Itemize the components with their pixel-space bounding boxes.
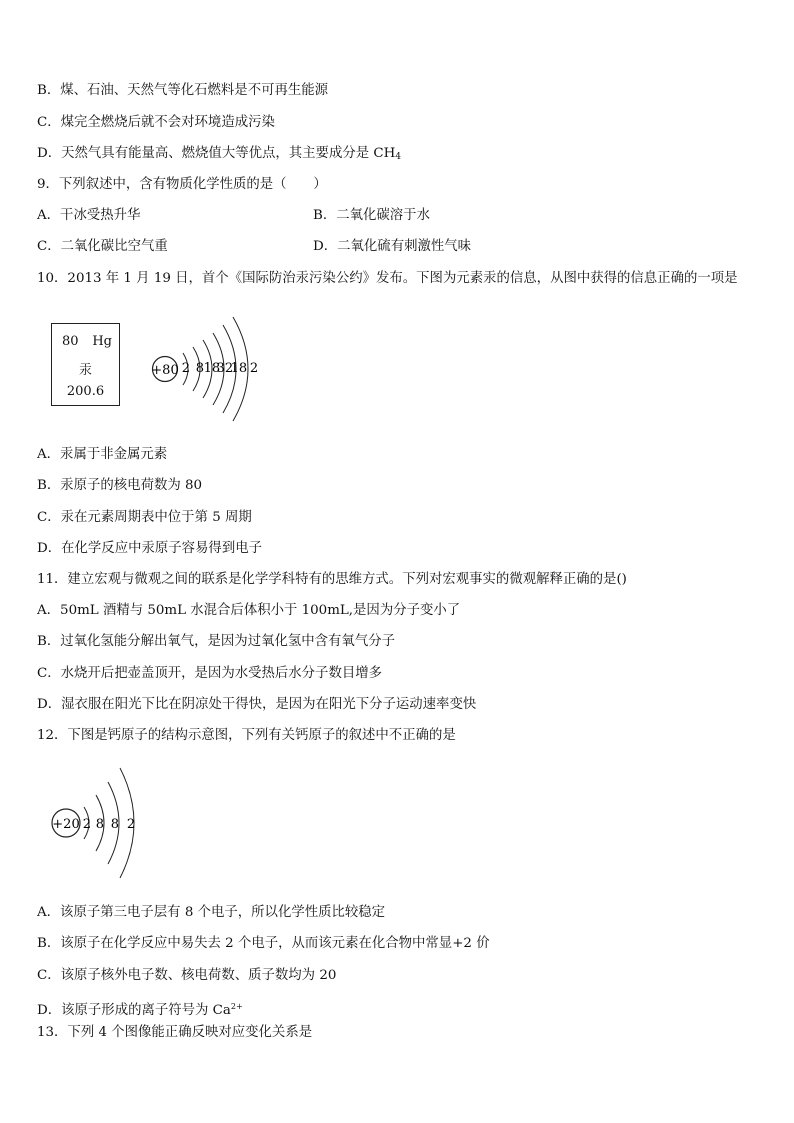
shell-electron-counts: [83, 817, 135, 832]
q12-option-d: [37, 998, 243, 1020]
q10-option-d: D．在化学反应中汞原子容易得到电子: [37, 541, 262, 556]
q8-option-d-text: D．天然气具有能量高、燃烧值大等优点，其主要成分是 CH: [37, 146, 396, 161]
q8-option-b: B．煤、石油、天然气等化石燃料是不可再生能源: [37, 83, 329, 98]
q12-option-d-superscript: 2+: [230, 1002, 243, 1011]
shell-3-count: 8: [110, 817, 120, 832]
shell-4-count: 2: [126, 817, 136, 832]
q11-option-b: B．过氧化氢能分解出氧气，是因为过氧化氢中含有氧气分子: [37, 634, 395, 649]
q13-stem: 13．下列 4 个图像能正确反映对应变化关系是: [37, 1025, 313, 1040]
nucleus-charge: +80: [151, 363, 179, 378]
q12-option-b: B．该原子在化学反应中易失去 2 个电子，从而该元素在化合物中常显+2 价: [37, 936, 490, 951]
shell-5-count: 18: [230, 361, 248, 376]
shell-1-count: 2: [181, 361, 191, 376]
shell-2-count: 8: [95, 817, 105, 832]
q10-stem: 10．2013 年 1 月 19 日，首个《国际防治汞污染公约》发布。下图为元素汞的信息，从图中获得的信息正确的一项是: [37, 271, 738, 286]
q12-option-d-text: D．该原子形成的离子符号为 Ca: [37, 1003, 231, 1018]
q12-option-a: A．该原子第三电子层有 8 个电子，所以化学性质比较稳定: [37, 905, 386, 920]
shell-3-count: 18: [203, 361, 221, 376]
shell-2-count: 8: [195, 361, 205, 376]
q9-stem: 9．下列叙述中，含有物质化学性质的是（ ）: [37, 177, 327, 192]
q8-option-d-subscript: 4: [395, 152, 402, 162]
calcium-atom-diagram: [48, 762, 148, 880]
element-atomic-mass: 200.6: [66, 384, 105, 399]
q9-option-d: D．二氧化硫有刺激性气味: [313, 239, 472, 254]
shell-electron-counts: [182, 361, 258, 376]
q8-option-c: C．煤完全燃烧后就不会对环境造成污染: [37, 115, 275, 130]
q9-option-a: A．干冰受热升华: [37, 208, 141, 223]
element-symbol: Hg: [92, 334, 112, 349]
mercury-element-card: [51, 323, 120, 406]
q11-option-c: C．水烧开后把壶盖顶开，是因为水受热后水分子数目增多: [37, 666, 383, 681]
nucleus-charge: +20: [52, 817, 80, 832]
element-atomic-number: 80: [62, 334, 79, 349]
q11-option-a: A．50mL 酒精与 50mL 水混合后体积小于 100mL,是因为分子变小了: [37, 603, 461, 618]
mercury-atom-diagram: [145, 312, 275, 424]
q12-option-c: C．该原子核外电子数、核电荷数、质子数均为 20: [37, 968, 337, 983]
q11-option-d: D．湿衣服在阳光下比在阴凉处干得快，是因为在阳光下分子运动速率变快: [37, 697, 477, 712]
q11-stem: 11．建立宏观与微观之间的联系是化学学科特有的思维方式。下列对宏观事实的微观解释正确的是(): [37, 572, 627, 587]
shell-4-count: 32: [216, 361, 234, 376]
q10-option-c: C．汞在元素周期表中位于第 5 周期: [37, 510, 252, 525]
q9-option-c: C．二氧化碳比空气重: [37, 239, 168, 254]
q8-option-d: [37, 145, 401, 166]
q10-option-b: B．汞原子的核电荷数为 80: [37, 478, 203, 493]
q9-option-b: B．二氧化碳溶于水: [313, 208, 430, 223]
q10-option-a: A．汞属于非金属元素: [37, 447, 168, 462]
q12-stem: 12．下图是钙原子的结构示意图，下列有关钙原子的叙述中不正确的是: [37, 728, 456, 743]
shell-6-count: 2: [249, 361, 259, 376]
shell-1-count: 2: [82, 817, 92, 832]
element-name: 汞: [78, 363, 92, 378]
